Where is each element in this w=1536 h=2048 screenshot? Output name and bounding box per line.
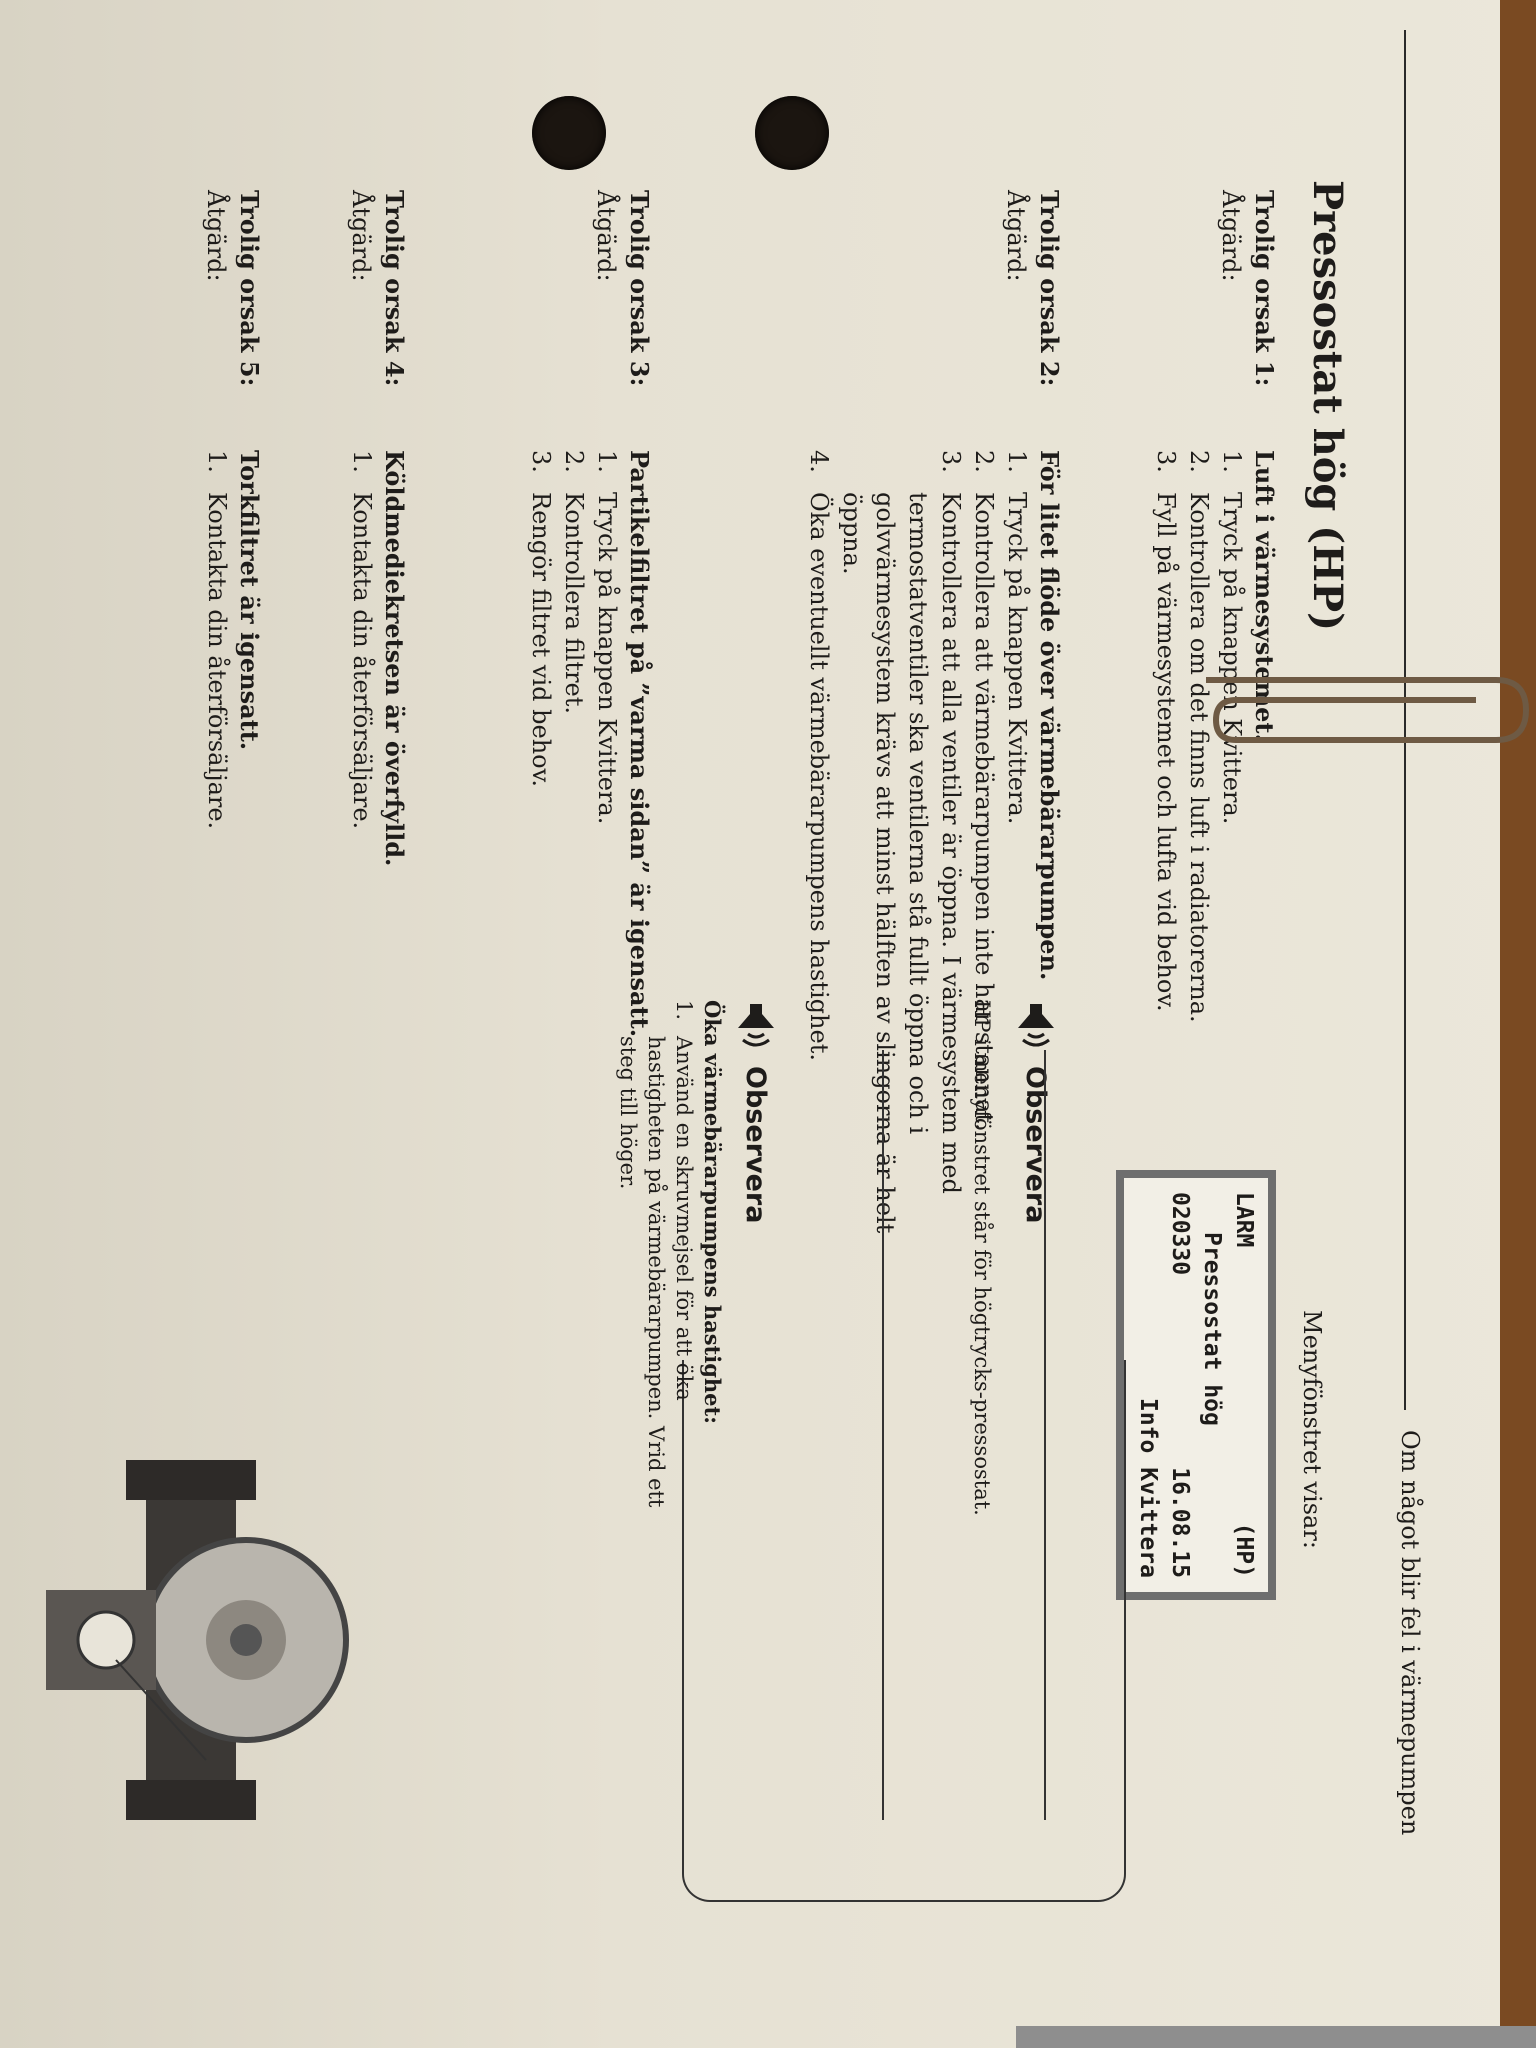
step-number: 1. [672, 1000, 696, 1021]
pump-illustration [26, 1460, 366, 1820]
action-label: Åtgärd: [1217, 190, 1245, 282]
action-label: Åtgärd: [347, 190, 375, 282]
observera-header-2 [736, 1000, 776, 1223]
cause-heading: Torkfiltret är igensatt. [235, 450, 264, 751]
lcd-text: 16.08.15 [1167, 1467, 1193, 1578]
observera-title: Observera [740, 1066, 772, 1224]
cause-heading: Luft i värmesystemet. [1250, 450, 1279, 742]
speaker-icon [1016, 1000, 1056, 1056]
cause-label: Trolig orsak 5: [235, 190, 264, 387]
lcd-text: Info Kvittera [1135, 1397, 1161, 1578]
list-item: 2. Kontrollera filtret. [560, 450, 588, 714]
cause-heading: Partikelfiltret på ”varma sidan” är igensatt. [625, 450, 654, 1038]
list-item: 3. Fyll på värmesystemet och lufta vid behov. [1152, 450, 1180, 1012]
action-label: Åtgärd: [1002, 190, 1030, 282]
observera-content [614, 1000, 726, 1520]
paperclip [1196, 650, 1536, 790]
action-label: Åtgärd: [202, 190, 230, 282]
observera-title: Observera [1020, 1066, 1052, 1224]
list-item: 1. Tryck på knappen Kvittera. [593, 450, 621, 825]
cause-heading: Köldmediekretsen är överfylld. [380, 450, 409, 867]
observera-text: HP i menyfönstret står för högtrycks-pressostat. [970, 1000, 994, 1516]
action-label: Åtgärd: [592, 190, 620, 282]
list-item: 1. Kontakta din återförsäljare. [203, 450, 231, 830]
observera-heading: Öka värmebärarpumpens hastighet: [700, 1000, 725, 1424]
list-item: 3. Rengör filtret vid behov. [527, 450, 555, 787]
lcd-display [1116, 1170, 1276, 1600]
list-item: 4. Öka eventuellt värmebärarpumpens hastighet. [805, 450, 833, 1061]
cause-label: Trolig orsak 3: [625, 190, 654, 387]
step-text: Använd en skruvmejsel för att öka hastigheten på värmebärarpumpen. Vrid ett steg till höger. [616, 1036, 696, 1508]
speaker-icon [736, 1000, 776, 1056]
cause-label: Trolig orsak 2: [1035, 190, 1064, 387]
lcd-text: (HP) [1231, 1522, 1257, 1578]
cause-label: Trolig orsak 1: [1250, 190, 1279, 387]
list-item: 1. Tryck på knappen Kvittera. [1218, 450, 1246, 825]
lcd-text: Pressostat hög [1199, 1232, 1225, 1426]
list-item: 2. Kontrollera om det finns luft i radiatorerna. [1185, 450, 1213, 1023]
list-item: 1. Kontakta din återförsäljare. [348, 450, 376, 830]
list-item: 2. Kontrollera att värmebärarpumpen inte har stannat. [970, 450, 998, 1131]
lcd-text: 020330 [1167, 1192, 1193, 1276]
menu-caption: Menyfönstret visar: [1298, 1310, 1326, 1549]
page-title: Pressostat hög (HP) [1304, 180, 1351, 632]
lcd-text: LARM [1231, 1192, 1257, 1248]
list-item: 1. Tryck på knappen Kvittera. [1003, 450, 1031, 825]
observera-box-2 [682, 1360, 1126, 1902]
cause-label: Trolig orsak 4: [380, 190, 409, 387]
cause-heading: För litet flöde över värmebärarpumpen. [1035, 450, 1064, 981]
list-item: 3. Kontrollera att alla ventiler är öppna. I värmesystem med termostatventiler ska ventilerna stå fullt öppna och i golvvärmesystem krävs att minst hälften av slingorna är helt öppna. [838, 450, 965, 1234]
running-head: Om något blir fel i värmepumpen [1396, 1430, 1424, 1836]
